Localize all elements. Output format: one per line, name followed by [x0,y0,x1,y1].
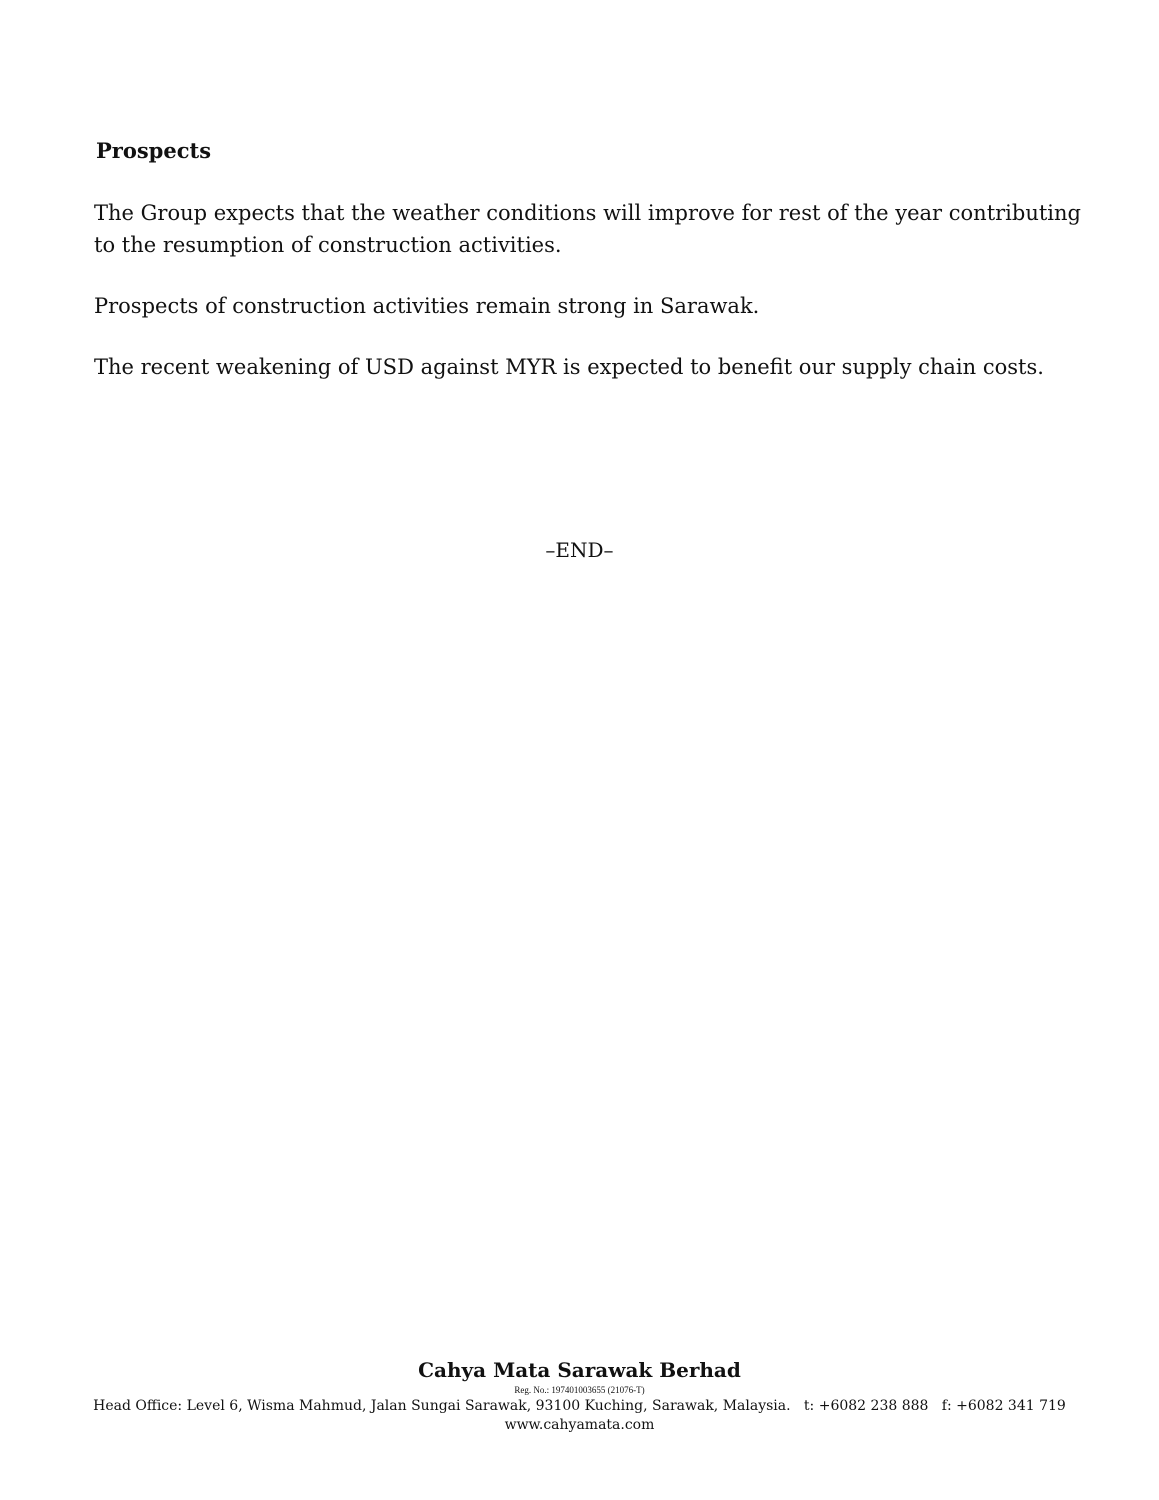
footer-company-name: Cahya Mata Sarawak Berhad [418,1358,741,1382]
paragraph-construction-prospects: Prospects of construction activities remain strong in Sarawak. [94,294,760,318]
paragraph-currency-outlook: The recent weakening of USD against MYR is expected to benefit our supply chain costs. [94,355,1044,379]
footer-registration-number: Reg. No.: 197401003655 (21076-T) [514,1385,645,1395]
paragraph-weather-outlook: The Group expects that the weather conditions will improve for rest of the year contributing to the resumption of construction activities. [94,201,1081,257]
end-marker: –END– [545,538,614,562]
footer-address: Head Office: Level 6, Wisma Mahmud, Jalan Sungai Sarawak, 93100 Kuching, Sarawak, Malaysia. t: +6082 238 888 f: +6082 341 719 [93,1398,1066,1414]
page-footer [0,1356,1159,1434]
footer-website: www.cahyamata.com [504,1417,655,1433]
section-heading: Prospects [96,138,212,163]
